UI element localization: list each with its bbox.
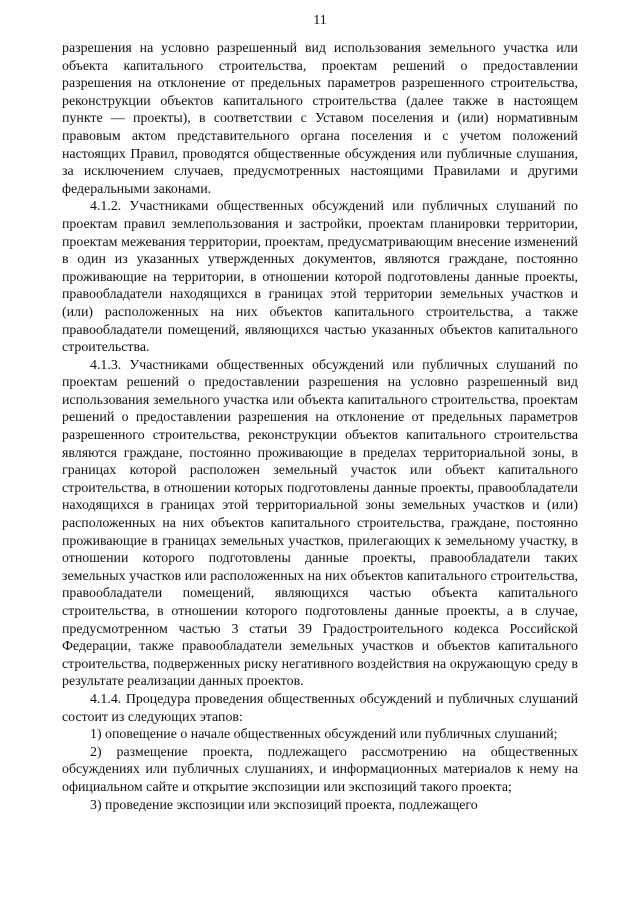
list-item-3: 3) проведение экспозиции или экспозиций проекта, подлежащего <box>90 797 478 813</box>
paragraph-4-1-3: 4.1.3. Участниками общественных обсуждений или публичных слушаний по проектам решений о предоставлении разрешения на условно разрешенный вид использования земельного участка или объекта капитального строительства, проектам решений о предоставлении разрешения на отклонение от предельных параметров разрешенного строительства, реконструкции объектов капитального строительства являются граждане, постоянно проживающие в пределах территориальной зоны, в границах которой расположен земельный участок или объект капитального строительства, в отношении которых подготовлены данные проекты, правообладатели находящихся в границах этой территориальной зоны земельных участков и (или) расположенных на них объектов капитального строительства, граждане, постоянно проживающие в границах земельных участков, прилегающих к земельному участку, в отношении которого подготовлены данные проекты, правообладатели таких земельных участков или расположенных на них объектов капитального строительства, правообладатели помещений, являющихся частью объекта капитального строительства, в отношении которого подготовлены данные проекты, а в случае, предусмотренном частью 3 статьи 39 Градостроительного кодекса Российской Федерации, также правообладатели земельных участков и объектов капитального строительства, подверженных риску негативного воздействия на окружающую среду в результате реализации данных проектов. <box>62 357 578 690</box>
list-item-2: 2) размещение проекта, подлежащего рассмотрению на общественных обсуждениях или публичных слушаниях, и информационных материалов к нему на официальном сайте и открытие экспозиции или экспозиций такого проекта; <box>62 744 578 795</box>
page-number: 11 <box>313 13 327 28</box>
paragraph-4-1-2: 4.1.2. Участниками общественных обсуждений или публичных слушаний по проектам правил землепользования и застройки, проектам планировки территории, проектам межевания территории, проектам, предусматривающим внесение изменений в один из указанных утвержденных документов, являются граждане, постоянно проживающие на территории, в отношении которой подготовлены данные проекты, правообладатели находящихся в границах этой территории земельных участков и (или) расположенных на них объектов капитального строительства, а также правообладатели помещений, являющихся частью указанных объектов капитального строительства. <box>62 199 578 356</box>
paragraph-4-1-4: 4.1.4. Процедура проведения общественных обсуждений и публичных слушаний состоит из следующих этапов: <box>62 691 578 725</box>
list-item-1: 1) оповещение о начале общественных обсуждений или публичных слушаний; <box>90 727 558 743</box>
paragraph-continuation: разрешения на условно разрешенный вид использования земельного участка или объекта капитального строительства, проектам решений о предоставлении разрешения на отклонение от предельных параметров разрешенного строительства, реконструкции объектов капитального строительства (далее также в настоящем пункте — проекты), в соответствии с Уставом поселения и (или) нормативным правовым актом представительного органа поселения и с учетом положений настоящих Правил, проводятся общественные обсуждения или публичные слушания, за исключением случаев, предусмотренных настоящими Правилами и другими федеральными законами. <box>62 41 578 197</box>
document-body <box>62 40 578 814</box>
